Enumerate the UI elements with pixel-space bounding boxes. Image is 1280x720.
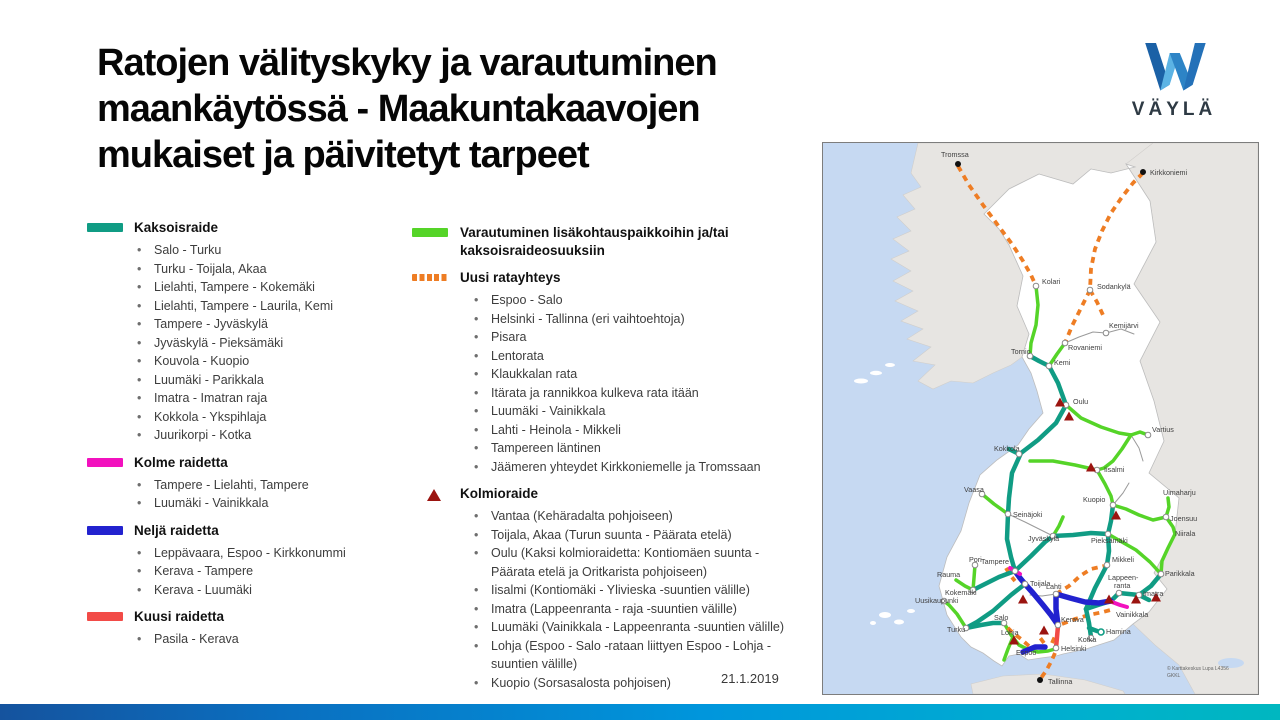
kaksoisraide-swatch bbox=[87, 223, 123, 232]
legend-section-kaksoisraide bbox=[87, 219, 402, 445]
map-rail-line-teal bbox=[1089, 628, 1097, 631]
legend-item: • Jyväskylä - Pieksämäki bbox=[137, 334, 402, 353]
legend-item: • Kerava - Luumäki bbox=[137, 581, 402, 600]
map-city-label: Uimaharju bbox=[1163, 488, 1196, 497]
legend-column-2 bbox=[412, 224, 804, 701]
map-copyright: © Karttakeskus Lupa L4356 bbox=[1167, 666, 1229, 672]
nelja-raidetta-swatch bbox=[87, 526, 123, 535]
legend-item: • Oulu (Kaksi kolmioraidetta: Kontiomäen suunta - Päärata etelä ja Oritkarista pohjoiseen) bbox=[474, 544, 804, 581]
legend-item: • Vantaa (Kehäradalta pohjoiseen) bbox=[474, 507, 804, 526]
legend-item: • Luumäki - Vainikkala bbox=[474, 402, 804, 421]
legend-item: • Kouvola - Kuopio bbox=[137, 352, 402, 371]
legend-section-kolmioraide bbox=[412, 485, 804, 692]
varautuminen-swatch bbox=[412, 228, 448, 237]
map-city-label: Kirkkoniemi bbox=[1150, 168, 1188, 177]
map-city-label: Kokkola bbox=[994, 444, 1020, 453]
legend-item: • Luumäki - Parikkala bbox=[137, 371, 402, 390]
footer-accent-bar bbox=[0, 704, 1280, 720]
legend-title: Kuusi raidetta bbox=[134, 609, 225, 624]
kolmioraide-triangle-icon bbox=[427, 489, 441, 501]
map-rail-line-green bbox=[973, 565, 975, 590]
legend-item: • Lielahti, Tampere - Laurila, Kemi bbox=[137, 297, 402, 316]
legend-item: • Lielahti, Tampere - Kokemäki bbox=[137, 278, 402, 297]
map-station-marker bbox=[1022, 581, 1028, 587]
legend-section-varautuminen bbox=[412, 224, 804, 260]
legend-item-list bbox=[87, 476, 402, 513]
legend-item: • Pisara bbox=[474, 328, 804, 347]
legend-item: • Kuopio (Sorsasalosta pohjoisen) bbox=[474, 674, 804, 693]
map-city-label: Kokemäki bbox=[945, 588, 977, 597]
map-copyright: GKKL bbox=[1167, 673, 1181, 679]
map-island bbox=[885, 363, 895, 367]
map-city-label: Kolari bbox=[1042, 277, 1061, 286]
map-city-label: Iisalmi bbox=[1104, 465, 1125, 474]
legend-item: • Salo - Turku bbox=[137, 241, 402, 260]
page-title bbox=[97, 40, 927, 178]
legend-column-1 bbox=[87, 219, 402, 658]
map-city-label: Pori bbox=[969, 555, 982, 564]
map-city-label: Toijala bbox=[1030, 579, 1051, 588]
map-island bbox=[870, 371, 882, 375]
map-city-label: Tallinna bbox=[1048, 677, 1073, 686]
legend-item: • Kokkola - Ykspihlaja bbox=[137, 408, 402, 427]
legend-item: • Tampere - Jyväskylä bbox=[137, 315, 402, 334]
legend-section-uusi-ratayhteys bbox=[412, 269, 804, 476]
map-city-label: Helsinki bbox=[1061, 644, 1087, 653]
legend-item: • Imatra (Lappeenranta - raja -suuntien välille) bbox=[474, 600, 804, 619]
map-rail-line-red bbox=[1056, 626, 1058, 648]
map-city-label: Niirala bbox=[1175, 529, 1196, 538]
finland-rail-map bbox=[822, 142, 1259, 695]
map-city-dot bbox=[955, 161, 961, 167]
map-city-label: Kemijärvi bbox=[1109, 321, 1139, 330]
map-city-label: Hamina bbox=[1106, 627, 1131, 636]
map-city-label: Espoo bbox=[1016, 648, 1037, 657]
legend-title: Varautuminen lisäkohtauspaikkoihin ja/tai kaksoisraideosuuksiin bbox=[460, 225, 729, 258]
map-city-label: Lappeen- bbox=[1108, 573, 1139, 582]
map-station-marker bbox=[1046, 363, 1052, 369]
map-city-label: Seinäjoki bbox=[1013, 510, 1043, 519]
map-city-label: Kemi bbox=[1054, 358, 1071, 367]
map-city-label: Parikkala bbox=[1165, 569, 1195, 578]
legend-item-list bbox=[87, 544, 402, 600]
legend-item: • Jäämeren yhteydet Kirkkoniemelle ja Tromssaan bbox=[474, 458, 804, 477]
legend-item-list bbox=[87, 630, 402, 649]
legend-item: • Juurikorpi - Kotka bbox=[137, 426, 402, 445]
map-station-marker bbox=[1005, 511, 1011, 517]
legend-item: • Turku - Toijala, Akaa bbox=[137, 260, 402, 279]
map-city-label: Oulu bbox=[1073, 397, 1089, 406]
legend-item: • Klaukkalan rata bbox=[474, 365, 804, 384]
map-station-marker bbox=[1053, 645, 1059, 651]
map-city-label: Sodankylä bbox=[1097, 282, 1131, 291]
map-city-label: Kerava bbox=[1061, 615, 1084, 624]
finland-map-svg bbox=[823, 143, 1258, 694]
title-line-1: Ratojen välityskyky ja varautuminen bbox=[97, 42, 717, 84]
legend-item: • Itärata ja rannikkoa kulkeva rata itään bbox=[474, 384, 804, 403]
legend-item: • Lahti - Heinola - Mikkeli bbox=[474, 421, 804, 440]
map-city-label: Kuopio bbox=[1083, 495, 1106, 504]
map-station-marker bbox=[1158, 571, 1164, 577]
map-city-dot bbox=[1037, 677, 1043, 683]
map-city-label: Lahti bbox=[1046, 582, 1062, 591]
legend-title: Uusi ratayhteys bbox=[460, 270, 561, 285]
map-city-label: Tampere bbox=[981, 557, 1009, 566]
map-city-label: Vaasa bbox=[964, 485, 984, 494]
legend-item: • Lentorata bbox=[474, 347, 804, 366]
legend-item: • Espoo - Salo bbox=[474, 291, 804, 310]
map-island bbox=[854, 379, 868, 384]
map-station-marker bbox=[1116, 590, 1122, 596]
map-city-label: Rovaniemi bbox=[1068, 343, 1102, 352]
legend-title: Neljä raidetta bbox=[134, 522, 219, 538]
legend-item: • Luumäki (Vainikkala - Lappeenranta -suuntien välille) bbox=[474, 618, 804, 637]
legend-item: • Tampereen läntinen bbox=[474, 439, 804, 458]
map-city-label: Mikkeli bbox=[1112, 555, 1134, 564]
map-station-marker bbox=[1145, 432, 1151, 438]
map-city-label: Jyväskylä bbox=[1028, 534, 1060, 543]
map-city-label: Kotka bbox=[1078, 635, 1097, 644]
map-station-marker bbox=[1012, 568, 1018, 574]
map-city-label: Tromssa bbox=[941, 150, 969, 159]
map-city-label: Vartius bbox=[1152, 425, 1174, 434]
map-station-marker bbox=[1033, 283, 1039, 289]
legend-title: Kaksoisraide bbox=[134, 220, 219, 235]
map-station-marker bbox=[1104, 562, 1110, 568]
map-city-label: Salo bbox=[994, 613, 1009, 622]
legend-item: • Luumäki - Vainikkala bbox=[137, 494, 402, 513]
slide-date: 21.1.2019 bbox=[721, 671, 779, 686]
kolme-raidetta-swatch bbox=[87, 458, 123, 467]
map-island bbox=[894, 620, 904, 625]
map-island bbox=[907, 609, 915, 613]
map-city-label: Uusikaupunki bbox=[915, 596, 959, 605]
legend-section-nelja-raidetta bbox=[87, 522, 402, 600]
map-station-marker bbox=[1087, 287, 1093, 293]
map-station-marker-teal bbox=[1098, 629, 1104, 635]
legend-item: • Pasila - Kerava bbox=[137, 630, 402, 649]
map-station-marker bbox=[1053, 591, 1059, 597]
map-city-label: Vainikkala bbox=[1116, 610, 1149, 619]
legend-section-kolme-raidetta bbox=[87, 454, 402, 513]
map-city-label: Imatra bbox=[1143, 589, 1164, 598]
legend-item-list bbox=[87, 241, 402, 445]
title-line-3: mukaiset ja päivitetyt tarpeet bbox=[97, 134, 589, 176]
map-city-label: ranta bbox=[1114, 581, 1131, 590]
legend-item: • Leppävaara, Espoo - Kirkkonummi bbox=[137, 544, 402, 563]
legend-item: • Tampere - Lielahti, Tampere bbox=[137, 476, 402, 495]
map-city-label: Turku bbox=[947, 625, 966, 634]
map-station-marker bbox=[1163, 514, 1169, 520]
title-line-2: maankäytössä - Maakuntakaavojen bbox=[97, 88, 700, 130]
legend-item-list bbox=[412, 291, 804, 476]
map-station-marker bbox=[1103, 330, 1109, 336]
vayla-logo-icon bbox=[1138, 40, 1210, 92]
legend-item: • Helsinki - Tallinna (eri vaihtoehtoja) bbox=[474, 310, 804, 329]
legend-section-kuusi-raidetta bbox=[87, 608, 402, 649]
map-station-marker bbox=[1055, 622, 1061, 628]
legend-item: • Iisalmi (Kontiomäki - Ylivieska -suuntien välille) bbox=[474, 581, 804, 600]
map-city-label: Tornio bbox=[1011, 347, 1031, 356]
vayla-logo-text: VÄYLÄ bbox=[1131, 99, 1217, 120]
map-station-marker bbox=[1110, 502, 1116, 508]
uusi-ratayhteys-swatch bbox=[412, 274, 448, 281]
map-island bbox=[870, 621, 876, 625]
vayla-logo bbox=[1124, 40, 1224, 121]
legend-item: • Kerava - Tampere bbox=[137, 562, 402, 581]
legend-item-list bbox=[412, 507, 804, 692]
map-city-label: Rauma bbox=[937, 570, 961, 579]
map-station-marker bbox=[1062, 340, 1068, 346]
map-city-label: Lohja bbox=[1001, 628, 1019, 637]
map-city-dot bbox=[1140, 169, 1146, 175]
legend-item: • Toijala, Akaa (Turun suunta - Päärata etelä) bbox=[474, 526, 804, 545]
map-city-label: Pieksämäki bbox=[1091, 536, 1128, 545]
kuusi-raidetta-swatch bbox=[87, 612, 123, 621]
map-island bbox=[879, 612, 891, 618]
map-city-label: Joensuu bbox=[1170, 514, 1198, 523]
legend-item: • Lohja (Espoo - Salo -rataan liittyen Espoo - Lohja - suuntien välille) bbox=[474, 637, 804, 674]
legend-title: Kolmioraide bbox=[460, 486, 539, 501]
legend-title: Kolme raidetta bbox=[134, 454, 228, 470]
legend-item: • Imatra - Imatran raja bbox=[137, 389, 402, 408]
